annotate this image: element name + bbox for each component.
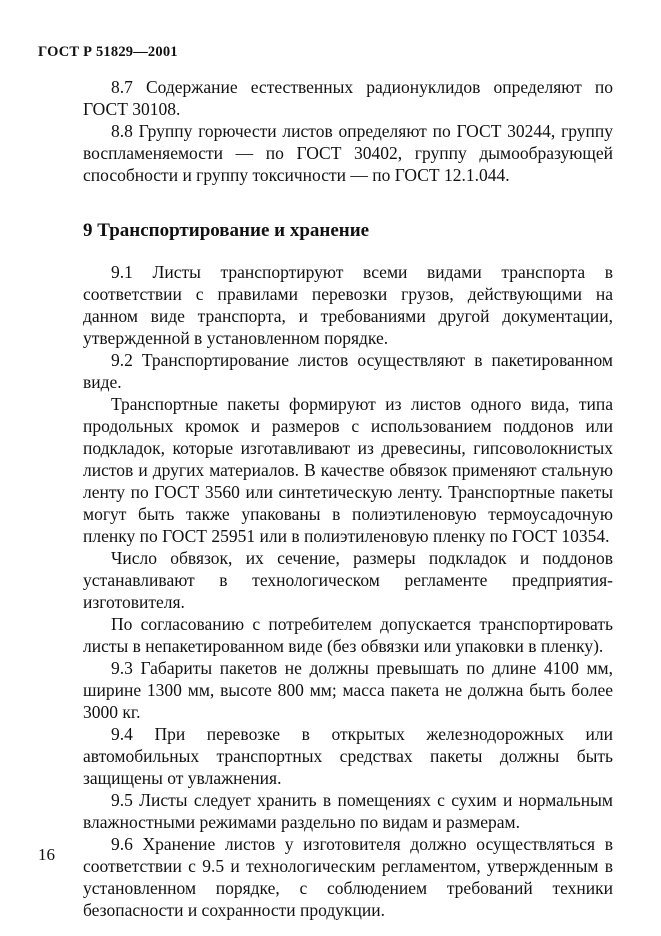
paragraph-9-4: 9.4 При перевозке в открытых железнодорожных или автомобильных транспортных средствах пакеты должны быть защищены от увлажнения. <box>83 724 613 788</box>
paragraph-9-6: 9.6 Хранение листов у изготовителя должно осуществляться в соответствии с 9.5 и технологическим регламентом, утвержденным в установленном порядке, с соблюдением требований техники безопасности и сохранности продукции. <box>83 834 613 920</box>
document-header: ГОСТ Р 51829—2001 <box>38 44 178 60</box>
paragraph-8-8: 8.8 Группу горючести листов определяют по ГОСТ 30244, группу воспламеняемости — по ГОСТ 30402, группу дымообразующей способности и группу токсичности — по ГОСТ 12.1.044. <box>83 121 613 185</box>
page-number: 16 <box>38 845 55 864</box>
paragraph-bindings: Число обвязок, их сечение, размеры подкладок и поддонов устанавливают в технологическом регламенте предприятия-изготовителя. <box>83 548 613 612</box>
paragraph-9-5: 9.5 Листы следует хранить в помещениях с сухим и нормальным влажностными режимами раздельно по видам и размерам. <box>83 790 613 832</box>
paragraph-transport-packages: Транспортные пакеты формируют из листов одного вида, типа продольных кромок и размеров с использованием поддонов или подкладок, которые изготавливают из древесины, гипсоволокнистых листов и других материалов. В качестве обвязок применяют стальную ленту по ГОСТ 3560 или синтетическую ленту. Транспортные пакеты могут быть также упакованы в полиэтиленовую термоусадочную пленку по ГОСТ 25951 или в полиэтиленовую пленку по ГОСТ 10354. <box>83 394 613 546</box>
paragraph-8-7: 8.7 Содержание естественных радионуклидов определяют по ГОСТ 30108. <box>83 77 613 119</box>
paragraph-9-3: 9.3 Габариты пакетов не должны превышать по длине 4100 мм, ширине 1300 мм, высоте 800 мм; масса пакета не должна быть более 3000 кг. <box>83 658 613 722</box>
paragraph-9-2: 9.2 Транспортирование листов осуществляют в пакетированном виде. <box>83 350 613 392</box>
document-body <box>83 76 613 921</box>
paragraph-unpacked: По согласованию с потребителем допускается транспортировать листы в непакетированном виде (без обвязки или упаковки в пленку). <box>83 614 613 656</box>
paragraph-9-1: 9.1 Листы транспортируют всеми видами транспорта в соответствии с правилами перевозки грузов, действующими на данном виде транспорта, и требованиями другой документации, утвержденной в установленном порядке. <box>83 262 613 348</box>
section-heading-9: 9 Транспортирование и хранение <box>83 220 370 241</box>
